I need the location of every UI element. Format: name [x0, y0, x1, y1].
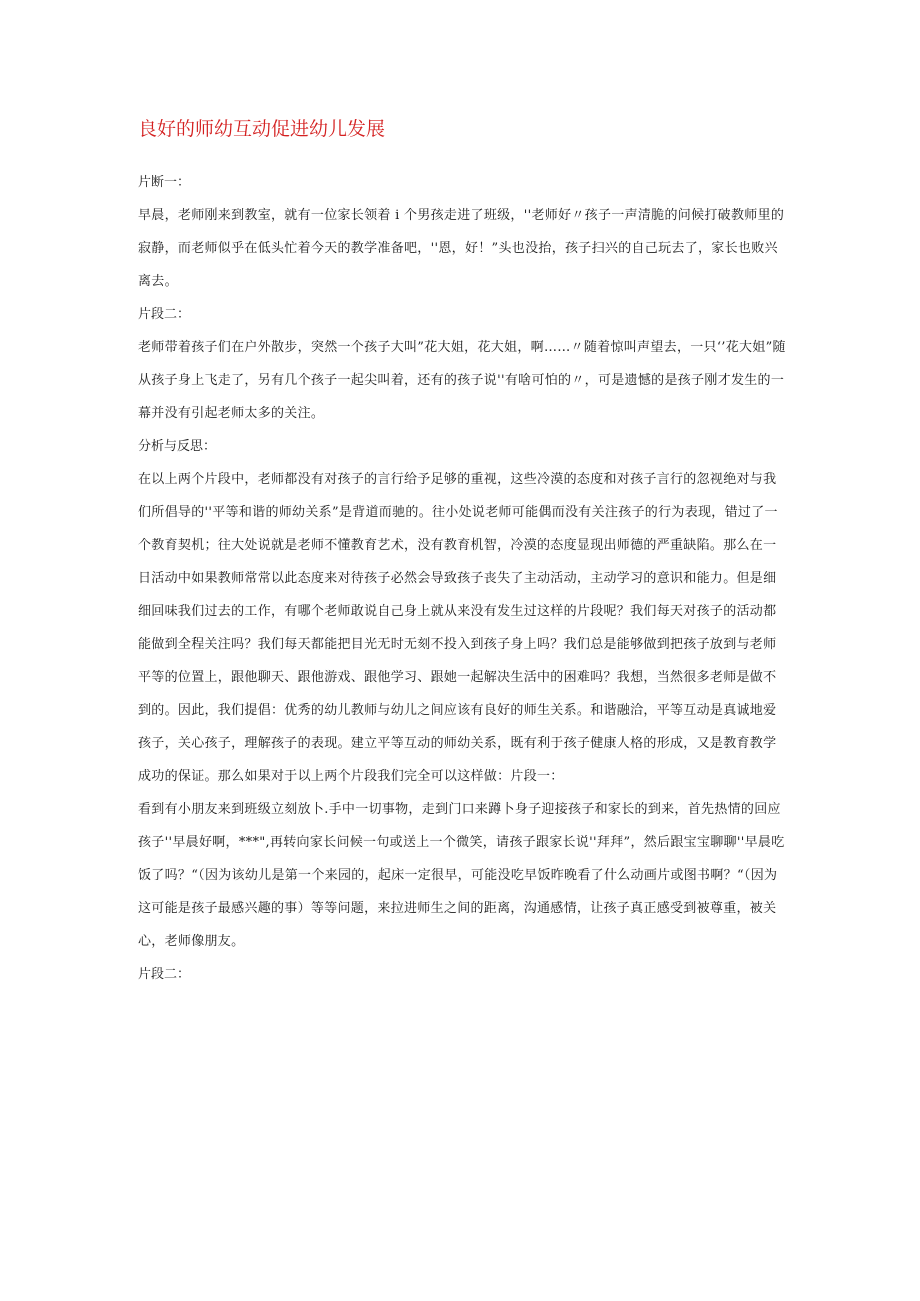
section-label-fragment-1: 片断一：	[138, 175, 191, 190]
document-title: 良好的师幼互动促进幼儿发展	[138, 118, 386, 140]
document-body	[138, 166, 788, 991]
paragraph-fragment-1: 早晨，老师刚来到教室，就有一位家长领着 i 个男孩走进了班级，''老师好〃孩子一声清脆的问候打破教师里的寂静，而老师似乎在低头忙着今天的教学准备吧，''恩，好！”头也没抬，孩子扫兴的自己玩去了，家长也败兴离去。	[138, 208, 785, 289]
section-label-fragment-2: 片段二：	[138, 307, 191, 322]
paragraph-analysis: 在以上两个片段中，老师都没有对孩子的言行给予足够的重视，这些冷漠的态度和对孩子言行的忽视绝对与我们所倡导的''平等和谐的师幼关系”是背道而驰的。往小处说老师可能偶而没有关注孩子的行为表现，错过了一个教育契机；往大处说就是老师不懂教育艺术，没有教育机智，冷漠的态度显现出师德的严重缺陷。那么在一日活动中如果教师常常以此态度来对待孩子必然会导致孩子丧失了主动活动，主动学习的意识和能力。但是细细回味我们过去的工作，有哪个老师敢说自己身上就从来没有发生过这样的片段呢？我们每天对孩子的活动都能做到全程关注吗？我们每天都能把目光无时无刻不投入到孩子身上吗？我们总是能够做到把孩子放到与老师平等的位置上，跟他聊天、跟他游戏、跟他学习、跟她一起解决生活中的困难吗？我想，当然很多老师是做不到的。因此，我们提倡：优秀的幼儿教师与幼儿之间应该有良好的师生关系。和谐融洽，平等互动是真诚地爱孩子，关心孩子，理解孩子的表现。建立平等互动的师幼关系，既有利于孩子健康人格的形成，又是教育教学成功的保证。那么如果对于以上两个片段我们完全可以这样做：片段一：	[138, 472, 778, 784]
section-label-fragment-2-improved: 片段二：	[138, 967, 191, 982]
section-label-analysis: 分析与反思：	[138, 439, 217, 454]
paragraph-fragment-2: 老师带着孩子们在户外散步，突然一个孩子大叫”花大姐，花大姐，啊……〃随着惊叫声望去，一只‘’花大姐”随从孩子身上飞走了，另有几个孩子一起尖叫着，还有的孩子说''有啥可怕的〃，可是遗憾的是孩子刚才发生的一幕并没有引起老师太多的关注。	[138, 340, 786, 421]
paragraph-improved-fragment-1: 看到有小朋友来到班级立刻放卜.手中一切事物，走到门口来蹲卜身子迎接孩子和家长的到来，首先热情的回应孩子''早晨好啊，***",再转向家长问候一句或送上一个微笑，请孩子跟家长说''拜拜”，然后跟宝宝聊聊''早晨吃饭了吗？“（因为该幼儿是第一个来园的，起床一定很早，可能没吃早饭昨晚看了什么动画片或图书啊？“（因为这可能是孩子最感兴趣的事）等等问题，来拉进师生之间的距离，沟通感情，让孩子真正感受到被尊重，被关心，老师像朋友。	[138, 802, 785, 949]
